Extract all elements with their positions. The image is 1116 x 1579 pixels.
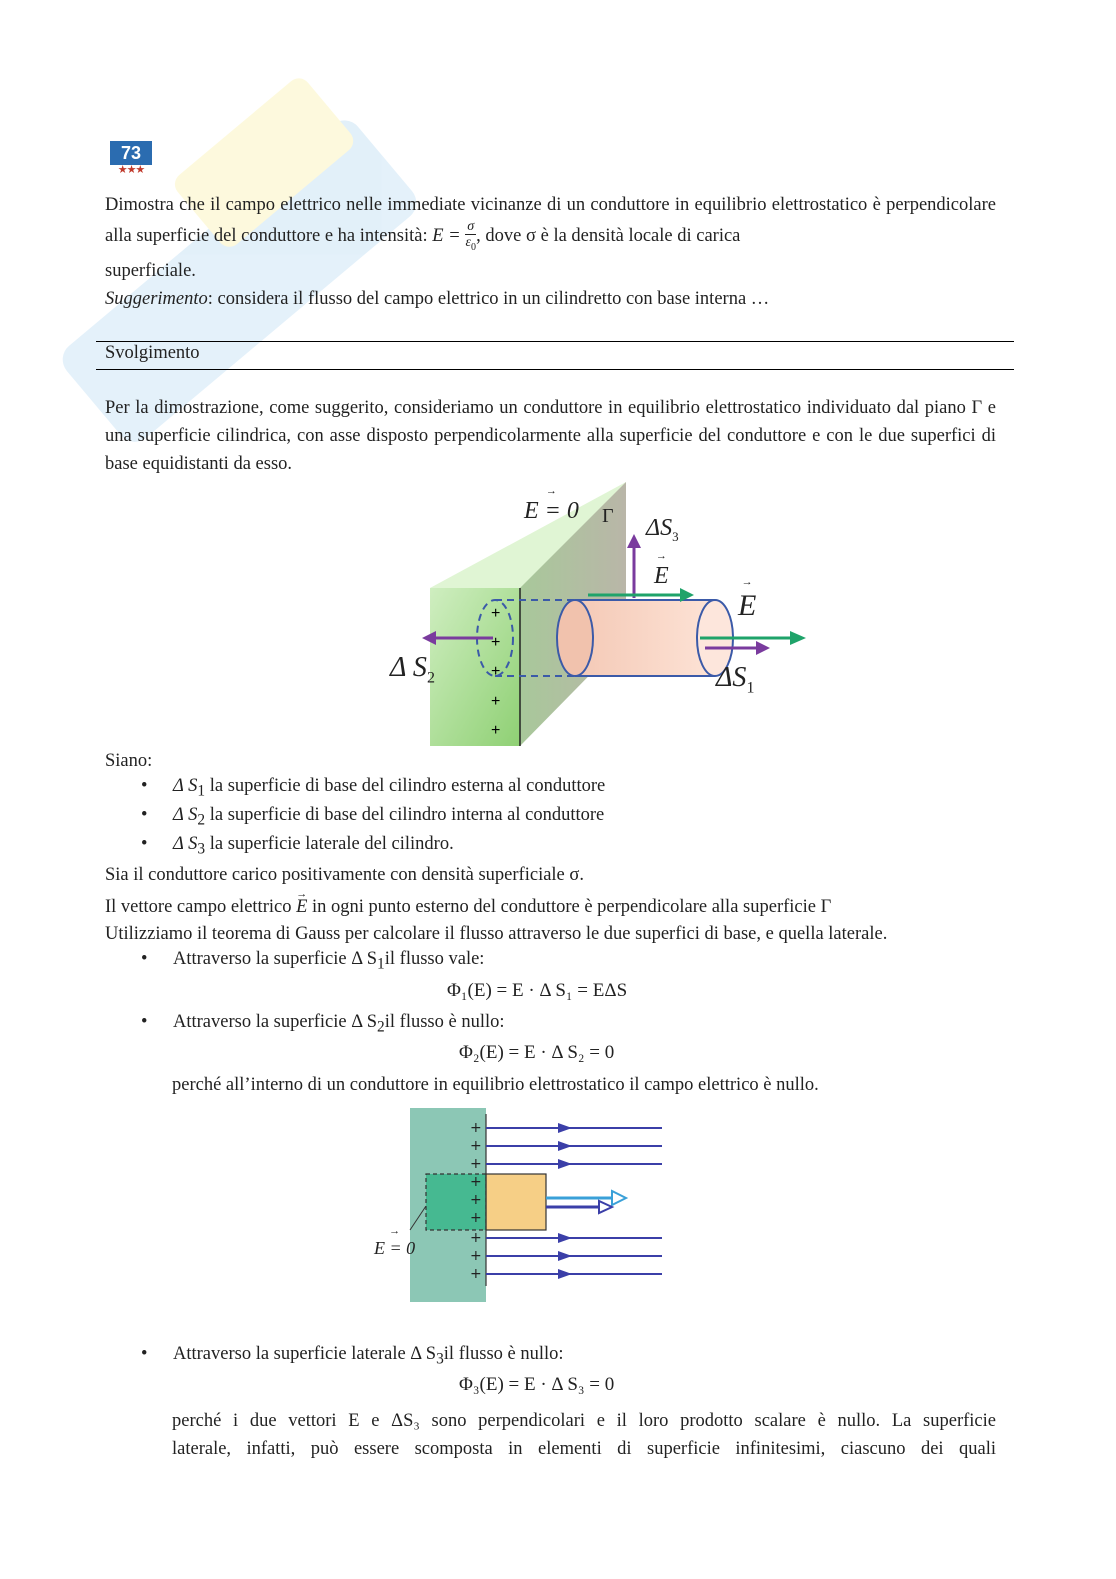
intro-paragraph: Per la dimostrazione, come suggerito, consideriamo un conduttore in equilibrio elettrostatico individuato dal piano Γ e una superficie cilindrica, con asse disposto perpendicolarmente alla superficie del conduttore e con le due superfici di base equidistanti da esso.: [105, 398, 996, 474]
flux3-reason-line2: laterale, infatti, può essere scomposta in elementi di superficie infinitesimi, ciascuno dei quali: [172, 1439, 996, 1459]
field-arrowhead: [558, 1269, 572, 1279]
arrow-ds3-head: [627, 534, 641, 548]
plus-sign: +: [470, 1120, 482, 1136]
difficulty-stars: ★★★: [117, 164, 145, 176]
label-e-right: E →: [738, 589, 756, 623]
label-e-top: E →: [654, 563, 669, 590]
sigma-over-eps: $\frac{\sigma}{\varepsilon_0}$: [465, 219, 476, 253]
plus-sign: +: [491, 605, 501, 622]
cylinder-back-base: [557, 600, 593, 676]
flux3-item: • Attraverso la superficie laterale Δ $S_3il$ flusso è nullo:: [173, 1344, 564, 1369]
flux2-item: • Attraverso la superficie Δ $S_2il$ flusso è nullo:: [173, 1012, 505, 1037]
statement-end: superficiale.: [105, 261, 196, 281]
field-arrowhead: [558, 1123, 572, 1133]
plus-sign: +: [470, 1248, 482, 1264]
plus-sign: +: [470, 1174, 482, 1190]
plus-sign: +: [470, 1192, 482, 1208]
flux3-reason-line1: perché i due vettori E e ΔS₃ sono perpendicolari e il loro prodotto scalare è nullo. La superficie: [172, 1411, 996, 1431]
cylinder-body: [575, 600, 715, 676]
hint-label: Suggerimento: [105, 289, 208, 309]
plus-sign: +: [491, 693, 501, 710]
label-e-zero-2: E = 0 →: [374, 1238, 415, 1259]
section-heading: [96, 341, 1014, 370]
plus-sign: +: [491, 722, 501, 739]
vector-line: Il vettore campo elettrico E → in ogni punto esterno del conduttore è perpendicolare alla superficie Γ: [105, 893, 831, 921]
figure-field-lines: [372, 1106, 672, 1302]
list-item: • Δ $S_2$ la superficie di base del cilindro interna al conduttore: [173, 805, 604, 830]
section-title: Svolgimento: [105, 343, 200, 363]
gauss-line: Utilizziamo il teorema di Gauss per calcolare il flusso attraverso le due superfici di base, e quella laterale.: [105, 924, 888, 944]
plus-sign: +: [470, 1156, 482, 1172]
exercise-number-badge: [110, 141, 152, 177]
flux2-equation: Φ₂(E) = E · Δ S₂ = 0: [459, 1042, 615, 1063]
flux3-equation: Φ₃(E) = E · Δ S₃ = 0: [459, 1374, 615, 1395]
exercise-number: 73: [110, 141, 152, 165]
label-ds2: Δ $S_2$: [390, 652, 435, 687]
flux1-equation: Φ₁(E) = E · Δ S₁ = EΔS: [447, 980, 628, 1001]
charge-line: Sia il conduttore carico positivamente con densità superficiale σ.: [105, 865, 584, 885]
outer-cylinder: [486, 1174, 546, 1230]
plus-sign: +: [470, 1210, 482, 1226]
list-item: • Δ $S_1$ la superficie di base del cilindro esterna al conduttore: [173, 776, 605, 801]
plus-sign: +: [491, 663, 501, 680]
flux2-reason: perché all’interno di un conduttore in equilibrio elettrostatico il campo elettrico è nullo.: [172, 1075, 819, 1095]
plus-sign: +: [470, 1230, 482, 1246]
label-ds3: $\Delta S_3$: [646, 515, 679, 544]
plus-sign: +: [491, 634, 501, 651]
arrow-ds2-head: [422, 631, 436, 645]
label-ds1: $\Delta S_1$: [716, 662, 755, 697]
label-gamma: Γ: [602, 505, 614, 527]
exercise-statement: Dimostra che il campo elettrico nelle immediate vicinanze di un conduttore in equilibrio elettrostatico è perpendicolare alla superficie del conduttore e ha intensità: E = $\frac{\sigma}{\varepsilon_0}$ , dove σ è la densità locale di carica: [105, 195, 996, 253]
field-arrowhead: [558, 1159, 572, 1169]
hint: Suggerimento: considera il flusso del campo elettrico in un cilindretto con base interna …: [105, 289, 770, 309]
plus-sign: +: [470, 1138, 482, 1154]
e-vector-arrowhead: [612, 1191, 626, 1205]
label-e-zero: E = 0 →: [524, 498, 579, 525]
arrow-e-right-head: [790, 631, 806, 645]
field-arrowhead: [558, 1141, 572, 1151]
siano-label: Siano:: [105, 751, 153, 771]
arrow-ds1-head: [756, 641, 770, 655]
area-vector-arrowhead: [599, 1201, 612, 1213]
field-arrowhead: [558, 1251, 572, 1261]
flux1-item: • Attraverso la superficie Δ $S_1il$ flusso vale:: [173, 949, 484, 974]
list-item: • Δ $S_3$ la superficie laterale del cilindro.: [173, 834, 454, 859]
plus-sign: +: [470, 1266, 482, 1282]
field-arrowhead: [558, 1233, 572, 1243]
